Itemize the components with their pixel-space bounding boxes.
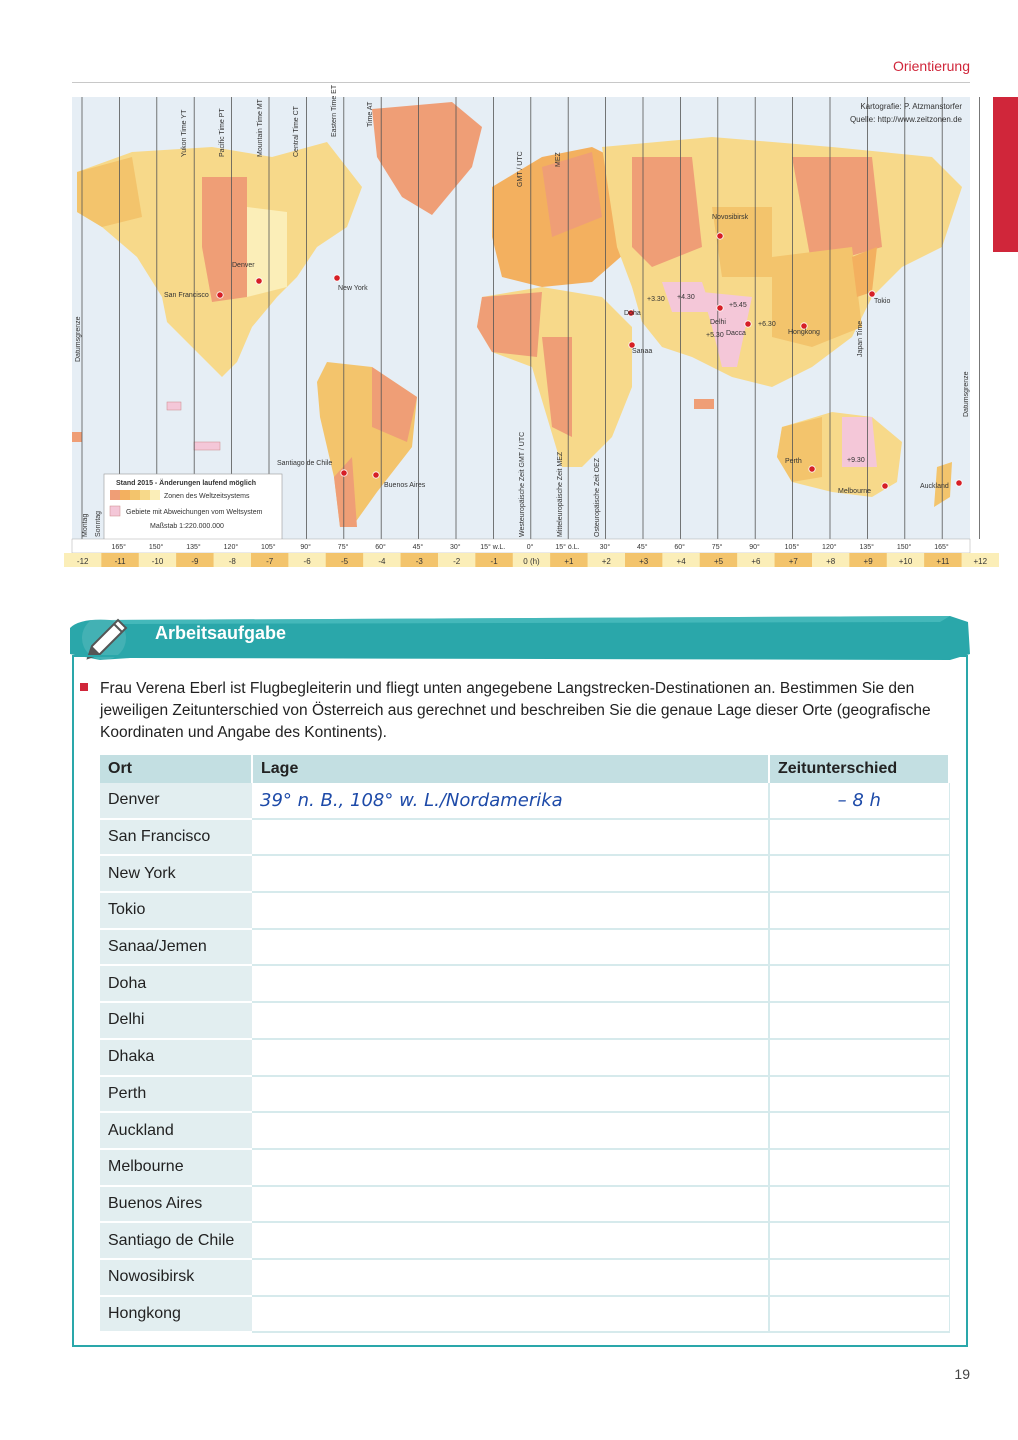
city-label: Sanaa xyxy=(632,348,653,355)
longitude-label: 165° xyxy=(934,544,949,551)
longitude-label: 75° xyxy=(711,544,723,551)
longitude-label: 60° xyxy=(674,544,685,551)
zone-label: Osteuropäische Zeit OEZ xyxy=(594,458,601,537)
table-row xyxy=(100,783,949,819)
task-text: Frau Verena Eberl ist Flugbegleiterin und fliegt unten angegebene Langstrecken-Destinationen an. Bestimmen Sie den jeweiligen Zeitunterschied von Österreich aus gerechnet und beschreiben Sie die genaue Lage dieser Orte (geografische Koordinaten und Angabe des Kontinents). xyxy=(100,680,931,741)
zone-label: Yukon Time YT xyxy=(181,109,188,157)
offset-label: +6.30 xyxy=(758,321,776,328)
offset-label: +3 xyxy=(639,557,649,566)
table-row xyxy=(100,819,949,856)
zeit-cell[interactable] xyxy=(769,892,949,929)
city-label: Novosibirsk xyxy=(712,214,749,221)
offset-label: -11 xyxy=(114,557,126,566)
zeit-cell[interactable] xyxy=(769,1296,949,1333)
offset-label: +6 xyxy=(751,557,761,566)
table-row xyxy=(100,1002,949,1039)
city-label: Santiago de Chile xyxy=(277,460,333,467)
day-label-sunday: Sonntag xyxy=(95,510,102,537)
offset-label: +10 xyxy=(898,557,913,566)
zone-label: Eastern Time ET xyxy=(331,84,338,137)
zone-label: Mountain Time MT xyxy=(257,99,264,157)
map-legend xyxy=(104,474,282,540)
zeit-cell[interactable] xyxy=(769,1076,949,1113)
task-title: Arbeitsaufgabe xyxy=(155,623,287,643)
ort-cell: Doha xyxy=(100,965,252,1002)
legend-deviation: Gebiete mit Abweichungen vom Weltsystem xyxy=(126,509,263,516)
city-label: Melbourne xyxy=(838,488,872,495)
longitude-label: 30° xyxy=(450,544,461,551)
offset-label: +11 xyxy=(936,557,950,566)
city-label: Perth xyxy=(785,458,802,465)
section-title: Orientierung xyxy=(892,58,970,74)
lage-cell[interactable] xyxy=(252,819,769,856)
lage-cell[interactable] xyxy=(252,1149,769,1186)
city-marker xyxy=(717,233,723,239)
offset-label: +5 xyxy=(713,557,724,566)
map-credit-source: Quelle: http://www.zeitzonen.de xyxy=(849,115,962,124)
table-row xyxy=(100,1112,949,1149)
table-row xyxy=(100,929,949,966)
longitude-label: 45° xyxy=(412,544,424,551)
city-marker xyxy=(956,480,962,486)
longitude-label: 120° xyxy=(223,544,239,551)
lage-cell[interactable] xyxy=(252,965,769,1002)
city-marker xyxy=(341,470,347,476)
longitude-label: 15° ö.L. xyxy=(555,544,580,551)
city-label: Tokio xyxy=(874,298,891,305)
offset-label: -12 xyxy=(76,557,89,566)
city-marker xyxy=(869,291,875,297)
longitude-label: 15° w.L. xyxy=(480,544,506,551)
day-label-monday: Montag xyxy=(82,513,89,537)
offset-label: -1 xyxy=(490,557,498,566)
longitude-label: 105° xyxy=(784,544,800,551)
ort-cell: Santiago de Chile xyxy=(100,1222,252,1259)
offset-label: +1 xyxy=(564,557,574,566)
offset-label: 0 (h) xyxy=(523,557,540,566)
ort-cell: Perth xyxy=(100,1076,252,1113)
zeit-cell[interactable] xyxy=(769,1002,949,1039)
offset-label: +4 xyxy=(676,557,686,566)
offset-label: -10 xyxy=(151,557,164,566)
table-row xyxy=(100,1296,949,1333)
zeit-cell[interactable] xyxy=(769,819,949,856)
lage-cell[interactable] xyxy=(252,1222,769,1259)
chapter-tab xyxy=(993,97,1018,252)
offset-label: -6 xyxy=(303,557,311,566)
task-instructions xyxy=(100,678,946,744)
city-label: Buenos Aires xyxy=(384,482,426,489)
date-line-label-right: Datumsgrenze xyxy=(963,371,970,417)
table-row xyxy=(100,892,949,929)
lage-cell[interactable] xyxy=(252,1296,769,1333)
ort-cell: Dhaka xyxy=(100,1039,252,1076)
legend-scale: Maßstab 1:220.000.000 xyxy=(150,523,224,530)
offset-label: +7 xyxy=(788,557,798,566)
city-marker xyxy=(717,305,723,311)
col-header-lage: Lage xyxy=(252,755,769,783)
table-row xyxy=(100,1149,949,1186)
zone-label: Central Time CT xyxy=(293,106,300,157)
zeit-cell[interactable] xyxy=(769,855,949,892)
zone-label: Mitteleuropäische Zeit MEZ xyxy=(557,451,564,537)
longitude-label: 60° xyxy=(375,544,386,551)
longitude-label: 165° xyxy=(111,544,126,551)
zone-label: MEZ xyxy=(555,152,562,167)
offset-label: +2 xyxy=(601,557,611,566)
lage-cell[interactable] xyxy=(252,892,769,929)
lage-cell[interactable] xyxy=(252,1039,769,1076)
longitude-label: 150° xyxy=(148,544,164,551)
lage-cell[interactable] xyxy=(252,1259,769,1296)
offset-label: -9 xyxy=(191,557,199,566)
city-marker xyxy=(217,292,223,298)
ort-cell: Auckland xyxy=(100,1112,252,1149)
table-row xyxy=(100,1039,949,1076)
lage-cell[interactable] xyxy=(252,1002,769,1039)
longitude-label: 90° xyxy=(749,544,760,551)
ort-cell: San Francisco xyxy=(100,819,252,856)
offset-label: +8 xyxy=(826,557,836,566)
offset-label: -5 xyxy=(340,557,349,566)
table-row xyxy=(100,1222,949,1259)
legend-title: Stand 2015 - Änderungen laufend möglich xyxy=(116,480,257,487)
longitude-label: 75° xyxy=(337,544,349,551)
offset-label: -2 xyxy=(453,557,461,566)
zeit-cell[interactable] xyxy=(769,1186,949,1223)
offset-label: +5.30 xyxy=(706,332,724,339)
city-marker xyxy=(745,321,751,327)
lage-cell[interactable]: 39° n. B., 108° w. L./Nordamerika xyxy=(252,783,769,819)
city-marker xyxy=(809,466,815,472)
ort-cell: Buenos Aires xyxy=(100,1186,252,1223)
offset-label: +4.30 xyxy=(677,294,695,301)
offset-label: +5.45 xyxy=(729,302,747,309)
city-label: Denver xyxy=(232,262,255,269)
longitude-label: 45° xyxy=(637,544,648,551)
answer-table xyxy=(100,755,950,1333)
ort-cell: Delhi xyxy=(100,1002,252,1039)
city-label: Dacca xyxy=(726,330,746,337)
zone-label: GMT / UTC xyxy=(517,151,524,187)
ort-cell: Hongkong xyxy=(100,1296,252,1333)
zone-label: Westeuropäische Zeit GMT / UTC xyxy=(519,431,526,537)
offset-label: -4 xyxy=(378,557,386,566)
city-label: Delhi xyxy=(710,319,726,326)
lage-cell[interactable] xyxy=(252,855,769,892)
zeit-cell[interactable] xyxy=(769,1259,949,1296)
zeit-cell[interactable] xyxy=(769,1149,949,1186)
longitude-label: 120° xyxy=(822,544,837,551)
date-line-label-left: Datumsgrenze xyxy=(75,316,82,362)
longitude-label: 135° xyxy=(186,544,201,551)
city-marker xyxy=(882,483,888,489)
offset-label: -7 xyxy=(266,557,274,566)
offset-label: -3 xyxy=(415,557,423,566)
lage-cell[interactable] xyxy=(252,929,769,966)
longitude-label: 135° xyxy=(859,544,874,551)
zeit-cell[interactable] xyxy=(769,1222,949,1259)
map-credit-cartography: Kartografie: P. Atzmanstorfer xyxy=(860,102,962,111)
city-label: Hongkong xyxy=(788,329,820,336)
lage-cell[interactable] xyxy=(252,1076,769,1113)
ort-cell: Sanaa/Jemen xyxy=(100,929,252,966)
longitude-label: 90° xyxy=(300,544,311,551)
longitude-label: 30° xyxy=(599,544,611,551)
page-number: 19 xyxy=(954,1366,970,1382)
zone-label: Japan Time xyxy=(857,320,864,357)
lage-cell[interactable] xyxy=(252,1112,769,1149)
zeit-cell[interactable]: – 8 h xyxy=(769,783,949,819)
table-row xyxy=(100,1186,949,1223)
col-header-ort: Ort xyxy=(100,755,252,783)
city-label: New York xyxy=(338,285,368,292)
table-row xyxy=(100,1076,949,1113)
longitude-label: 105° xyxy=(261,544,276,551)
city-label: Auckland xyxy=(920,483,949,490)
zeit-cell[interactable] xyxy=(769,929,949,966)
table-row xyxy=(100,1259,949,1296)
lage-cell[interactable] xyxy=(252,1186,769,1223)
city-label: Doha xyxy=(624,310,641,317)
header-rule xyxy=(72,82,970,83)
city-marker xyxy=(256,278,262,284)
city-label: San Francisco xyxy=(164,292,209,299)
offset-label: -8 xyxy=(228,557,236,566)
table-row xyxy=(100,855,949,892)
time-zone-map xyxy=(72,84,988,567)
ort-cell: Nowosibirsk xyxy=(100,1259,252,1296)
offset-label: +9 xyxy=(863,557,873,566)
zeit-cell[interactable] xyxy=(769,1112,949,1149)
col-header-zeit: Zeitunterschied xyxy=(769,755,949,783)
offset-label: +12 xyxy=(973,557,988,566)
zone-label: Time AT xyxy=(367,101,374,127)
table-row xyxy=(100,965,949,1002)
zeit-cell[interactable] xyxy=(769,965,949,1002)
ort-cell: Tokio xyxy=(100,892,252,929)
offset-label: +9.30 xyxy=(847,457,865,464)
bullet-icon xyxy=(80,683,88,691)
zone-label: Pacific Time PT xyxy=(219,108,226,157)
ort-cell: New York xyxy=(100,855,252,892)
longitude-label: 150° xyxy=(896,544,912,551)
longitude-label: 0° xyxy=(526,544,534,551)
ort-cell: Denver xyxy=(100,783,252,819)
city-marker xyxy=(373,472,379,478)
ort-cell: Melbourne xyxy=(100,1149,252,1186)
city-marker xyxy=(334,275,340,281)
offset-label: +3.30 xyxy=(647,296,665,303)
legend-zones: Zonen des Weltzeitsystems xyxy=(164,493,250,500)
zeit-cell[interactable] xyxy=(769,1039,949,1076)
